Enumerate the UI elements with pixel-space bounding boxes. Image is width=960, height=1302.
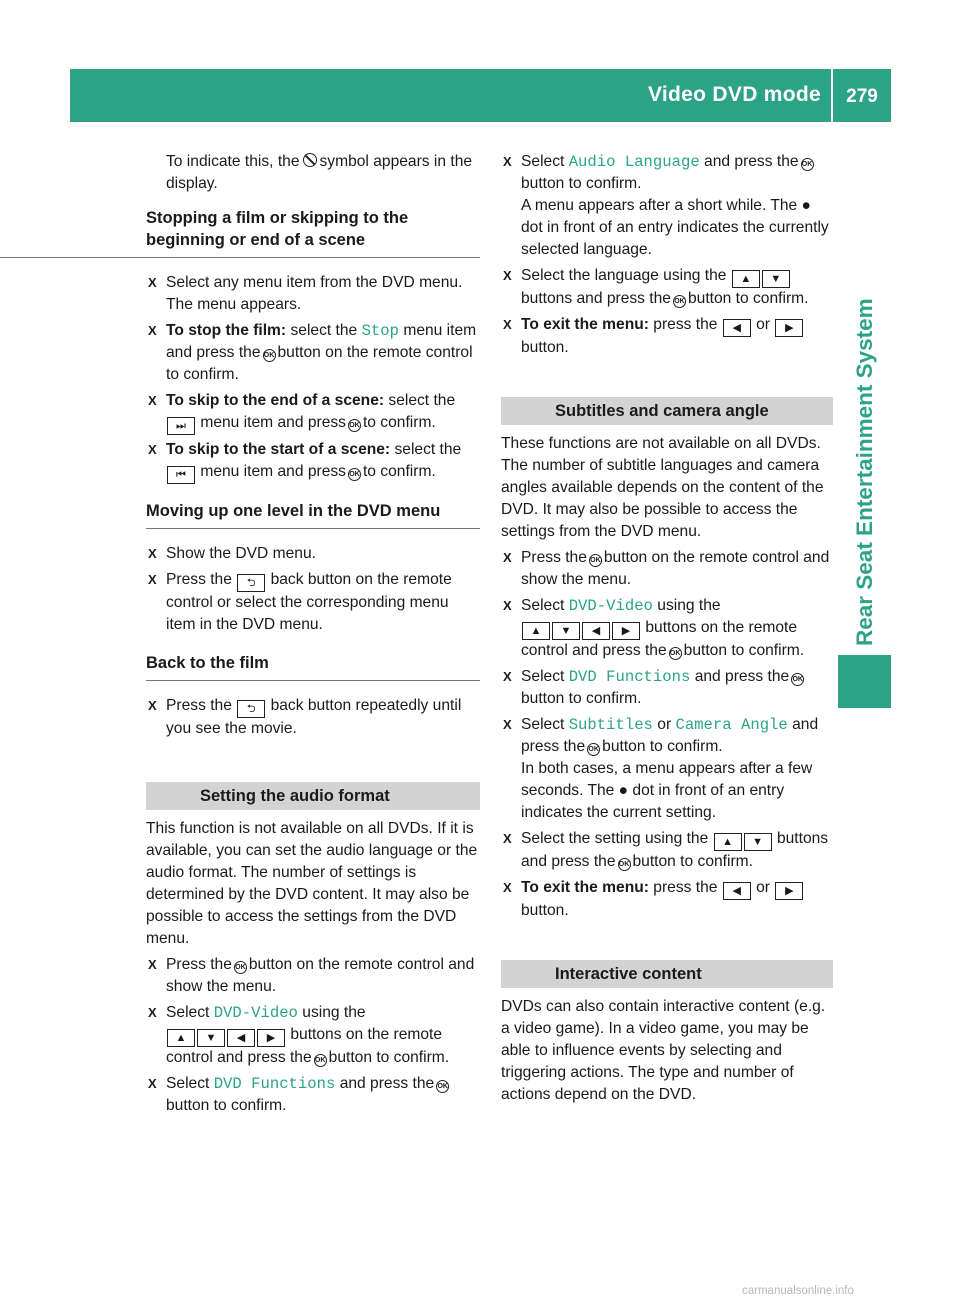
intro-text: To indicate this, the symbol appears in the display. (166, 153, 473, 192)
ok-icon: OK (801, 158, 814, 171)
back-icon: ⮌ (237, 574, 265, 592)
right-column (501, 151, 833, 1106)
list-item: X Press the ⮌ back button repeatedly until you see the movie. (148, 697, 462, 737)
left-arrow-icon: ◀ (227, 1029, 255, 1047)
up-arrow-icon: ▲ (714, 833, 742, 851)
down-arrow-icon: ▼ (762, 270, 790, 288)
right-arrow-icon: ▶ (775, 882, 803, 900)
right-arrow-icon: ▶ (257, 1029, 285, 1047)
list-item: X Select DVD-Video using the ▲ ▼ ◀ ▶ buttons on the remote control and press the OK button to confirm. (503, 597, 805, 659)
heading-stopping: Stopping a film or skipping to the beginning or end of a scene (0, 207, 480, 258)
subtitles-paragraph: These functions are not available on all DVDs. The number of subtitle languages and camera angles available depends on the content of the DVD. It may also be possible to access the settings from the DVD menu. (501, 435, 824, 540)
left-column (146, 151, 480, 1117)
list-item: X Select DVD Functions and press the OK button to confirm. (148, 1075, 448, 1114)
heading-audio-format: Setting the audio format (146, 782, 480, 810)
heading-subtitles: Subtitles and camera angle (501, 397, 833, 425)
sidebar-tab-block (838, 655, 891, 708)
ok-icon: OK (348, 419, 361, 432)
list-item: X Show the DVD menu. (148, 545, 316, 562)
down-arrow-icon: ▼ (552, 622, 580, 640)
left-arrow-icon: ◀ (723, 882, 751, 900)
ok-icon: OK (669, 647, 682, 660)
list-item: X Select any menu item from the DVD menu. The menu appears. (148, 274, 463, 313)
up-arrow-icon: ▲ (167, 1029, 195, 1047)
right-arrow-icon: ▶ (775, 319, 803, 337)
skip-forward-icon: ⏭ (167, 417, 195, 435)
watermark-text: carmanualsonline.info (742, 1285, 854, 1297)
right-arrow-icon: ▶ (612, 622, 640, 640)
ok-icon: OK (314, 1054, 327, 1067)
ok-icon: OK (791, 673, 804, 686)
list-item: X Select the language using the ▲ ▼ buttons and press the OK button to confirm. (503, 267, 809, 307)
ok-icon: OK (348, 468, 361, 481)
heading-back-to-film: Back to the film (146, 652, 480, 681)
list-item: X Select Subtitles or Camera Angle and press the OK button to confirm. In both cases, a menu appears after a few seconds. The ● dot in front of an entry indicates the current setting. (503, 716, 819, 821)
sidebar-label: Rear Seat Entertainment System (852, 298, 877, 646)
left-arrow-icon: ◀ (723, 319, 751, 337)
audio-format-paragraph: This function is not available on all DVDs. If it is available, you can set the audio language or the audio format. The number of settings is determined by the DVD content. It may also be possible to access the settings from the DVD menu. (146, 820, 478, 947)
up-arrow-icon: ▲ (522, 622, 550, 640)
heading-interactive: Interactive content (501, 960, 833, 988)
list-item: X To exit the menu: press the ◀ or ▶ button. (501, 314, 833, 359)
up-arrow-icon: ▲ (732, 270, 760, 288)
list-item: X To skip to the end of a scene: select the ⏭ menu item and press OK to confirm. (146, 390, 480, 435)
page-header (70, 69, 891, 122)
down-arrow-icon: ▼ (197, 1029, 225, 1047)
ok-icon: OK (263, 349, 276, 362)
down-arrow-icon: ▼ (744, 833, 772, 851)
ok-icon: OK (234, 961, 247, 974)
heading-moving-up: Moving up one level in the DVD menu (146, 500, 480, 529)
interactive-paragraph: DVDs can also contain interactive content (e.g. a video game). In a video game, you may be able to influence events by selecting and triggering actions. The type and number of actions depend on the DVD. (501, 998, 826, 1103)
prohibited-icon (303, 153, 317, 167)
skip-back-icon: ⏮ (167, 466, 195, 484)
menu-item-stop: Stop (361, 322, 399, 340)
ok-icon: OK (673, 295, 686, 308)
list-item: X Press the OK button on the remote control and show the menu. (148, 956, 475, 995)
list-item: X Press the ⮌ back button on the remote control or select the corresponding menu item in the DVD menu. (148, 571, 452, 633)
ok-icon: OK (436, 1080, 449, 1093)
ok-icon: OK (618, 858, 631, 871)
list-item: X To exit the menu: press the ◀ or ▶ button. (501, 877, 833, 922)
ok-icon: OK (589, 554, 602, 567)
page-number: 279 (846, 86, 878, 107)
ok-icon: OK (587, 743, 600, 756)
list-item: X Select DVD Functions and press the OK button to confirm. (503, 668, 803, 707)
list-item: X To stop the film: select the Stop menu item and press the OK button on the remote control to confirm. (148, 322, 477, 383)
list-item: X Press the OK button on the remote control and show the menu. (503, 549, 830, 588)
list-item: X Select the setting using the ▲ ▼ buttons and press the OK button to confirm. (503, 830, 829, 870)
header-title: Video DVD mode (647, 83, 821, 106)
list-item: X Select Audio Language and press the OK button to confirm. A menu appears after a short while. The ● dot in front of an entry indicates the currently selected language. (503, 153, 829, 258)
list-item: X To skip to the start of a scene: select the ⏮ menu item and press OK to confirm. (146, 439, 480, 484)
back-icon: ⮌ (237, 700, 265, 718)
left-arrow-icon: ◀ (582, 622, 610, 640)
list-item: X Select DVD-Video using the ▲ ▼ ◀ ▶ buttons on the remote control and press the OK button to confirm. (148, 1004, 450, 1066)
